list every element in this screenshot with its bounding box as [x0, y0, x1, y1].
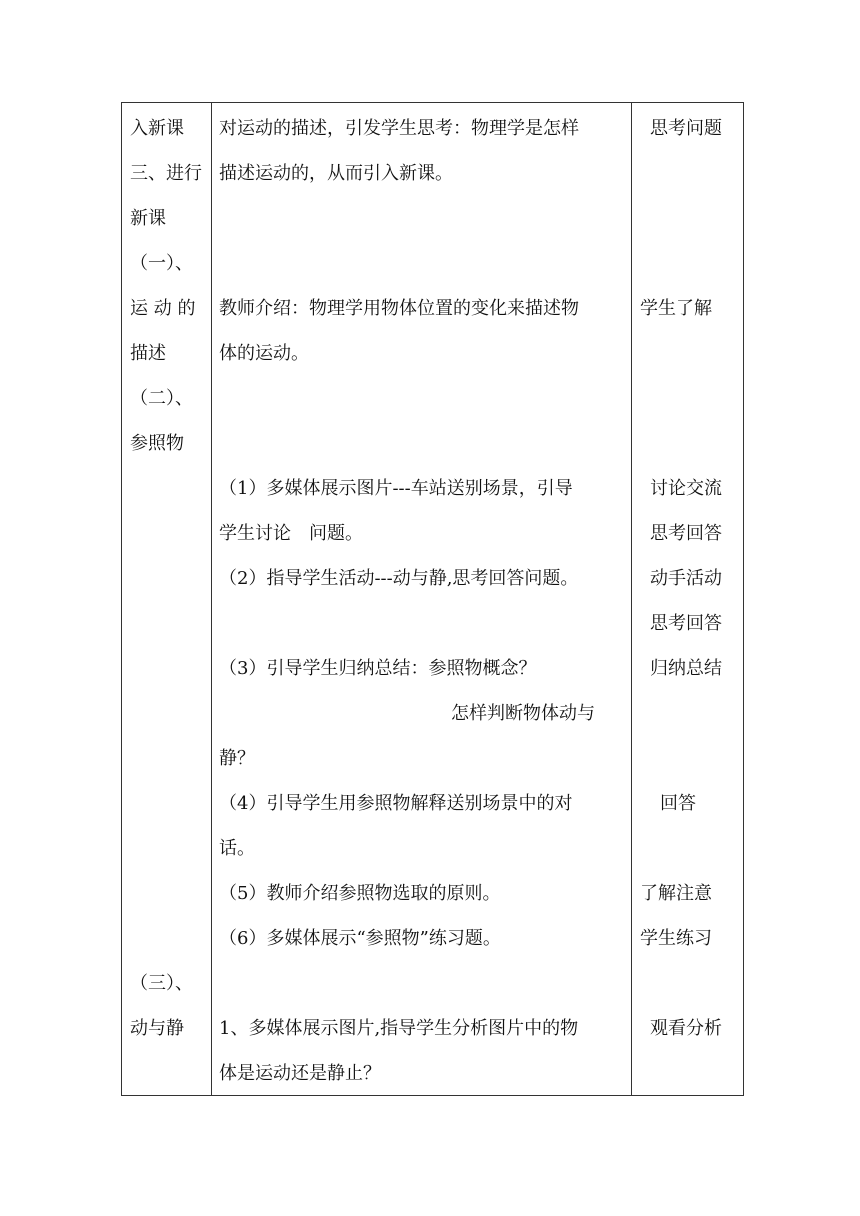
stage-label: （一）、 [130, 253, 193, 274]
student-activity: 回答 [660, 793, 696, 814]
student-activity: 思考问题 [650, 118, 722, 139]
student-activity: 讨论交流 [650, 478, 722, 499]
stage-label: 动与静 [130, 1018, 184, 1039]
teacher-activity-line: 1、多媒体展示图片,指导学生分析图片中的物 [219, 1018, 579, 1039]
teacher-activity-line: （2）指导学生活动---动与静,思考回答问题。 [219, 568, 579, 589]
teacher-activity-line: （3）引导学生归纳总结：参照物概念？ [219, 658, 537, 679]
stage-label: （三）、 [130, 973, 193, 994]
student-activity: 思考回答 [650, 523, 722, 544]
stage-label: 参照物 [130, 433, 184, 454]
teacher-activity-line: （1）多媒体展示图片---车站送别场景，引导 [219, 478, 573, 499]
column-divider [211, 103, 212, 1095]
teacher-activity-line: （6）多媒体展示“参照物”练习题。 [219, 928, 501, 949]
teacher-activity-line: 对运动的描述，引发学生思考：物理学是怎样 [219, 118, 579, 139]
stage-label: 三、进行 [130, 163, 202, 184]
student-activity: 学生了解 [640, 298, 712, 319]
teacher-activity-line: 体的运动。 [219, 343, 309, 364]
teacher-activity-line: 怎样判断物体动与 [451, 703, 595, 724]
student-activity: 了解注意 [640, 883, 712, 904]
teacher-activity-line: （5）教师介绍参照物选取的原则。 [219, 883, 501, 904]
teacher-activity-line: 体是运动还是静止？ [219, 1063, 381, 1084]
teacher-activity-line: 描述运动的，从而引入新课。 [219, 163, 453, 184]
teacher-activity-line: 静？ [219, 748, 255, 769]
student-activity: 学生练习 [640, 928, 712, 949]
student-activity: 思考回答 [650, 613, 722, 634]
stage-label: 新课 [130, 208, 166, 229]
stage-label: 运 动 的 [130, 298, 196, 319]
stage-label: 描述 [130, 343, 166, 364]
student-activity: 归纳总结 [650, 658, 722, 679]
student-activity: 观看分析 [650, 1018, 722, 1039]
stage-label: （二）、 [130, 388, 193, 409]
teacher-activity-line: 学生讨论 问题。 [219, 523, 363, 544]
teacher-activity-line: 教师介绍：物理学用物体位置的变化来描述物 [219, 298, 579, 319]
column-divider [631, 103, 632, 1095]
teacher-activity-line: 话。 [219, 838, 255, 859]
teacher-activity-line: （4）引导学生用参照物解释送别场景中的对 [219, 793, 573, 814]
student-activity: 动手活动 [650, 568, 722, 589]
stage-label: 入新课 [130, 118, 184, 139]
